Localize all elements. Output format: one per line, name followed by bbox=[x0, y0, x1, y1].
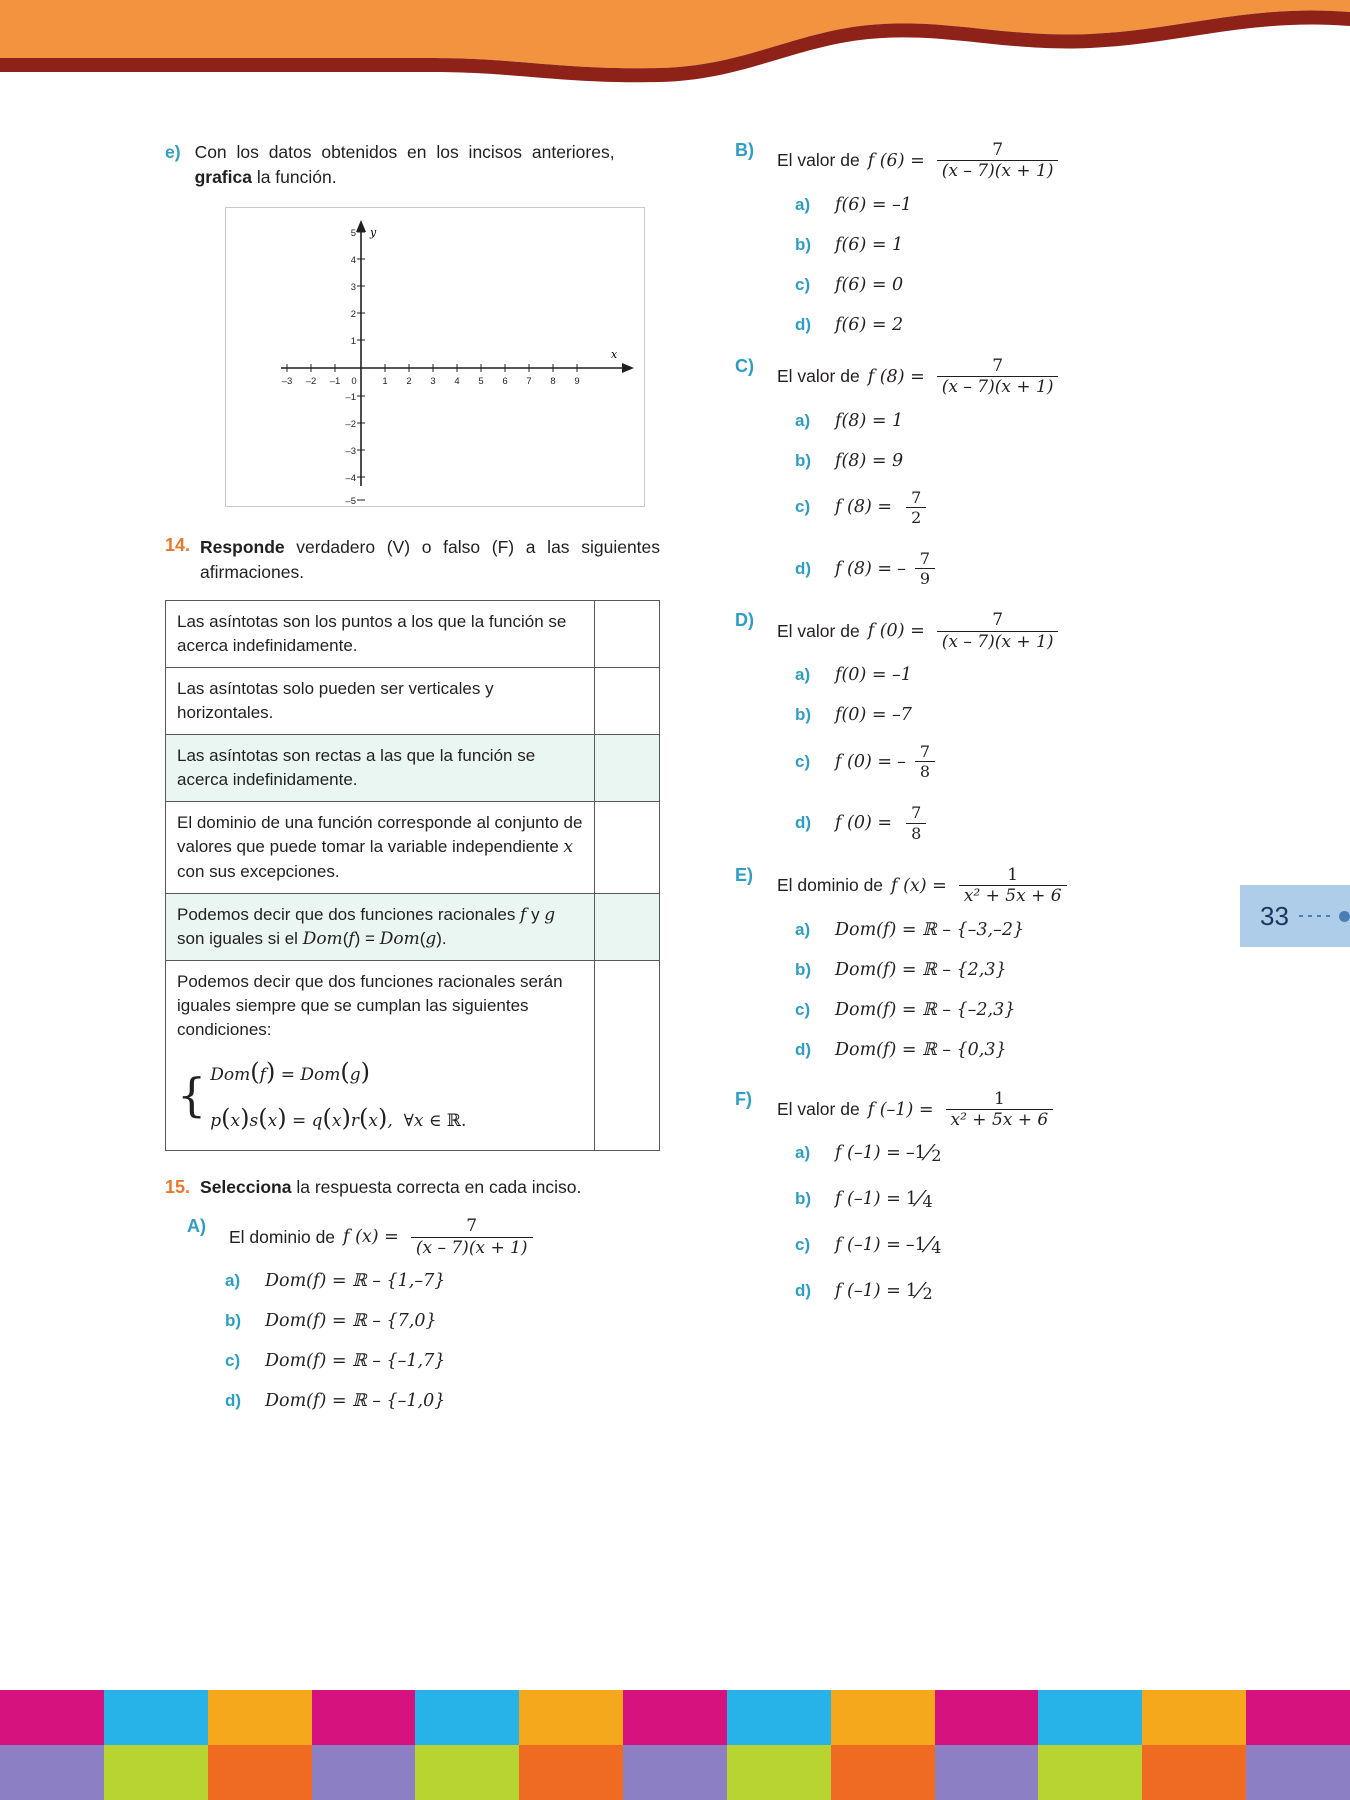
option-letter: d) bbox=[795, 1281, 812, 1301]
fraction-numerator bbox=[906, 1235, 926, 1255]
option-row[interactable] bbox=[795, 742, 1235, 781]
subitem-C-options bbox=[795, 408, 1235, 589]
svg-text:4: 4 bbox=[454, 375, 460, 387]
stem-prefix: El dominio de bbox=[777, 875, 884, 896]
stem-function: f (6) = bbox=[867, 150, 925, 171]
strip-bottom-row bbox=[0, 1745, 1350, 1800]
option-sign: – bbox=[897, 558, 906, 579]
option-text bbox=[835, 1187, 933, 1211]
subitem-F-label: F) bbox=[735, 1088, 752, 1109]
fraction-sign: – bbox=[905, 1143, 915, 1164]
table-row bbox=[166, 735, 660, 802]
fraction-sign: – bbox=[905, 1235, 915, 1256]
strip-cell bbox=[1246, 1690, 1350, 1745]
svg-text:8: 8 bbox=[550, 375, 556, 387]
strip-cell bbox=[935, 1745, 1039, 1800]
option-text bbox=[835, 1141, 941, 1165]
strip-cell bbox=[623, 1745, 727, 1800]
option-letter: a) bbox=[225, 1271, 241, 1291]
answer-cell[interactable] bbox=[595, 802, 660, 893]
option-text: Dom(f) = ℝ – {2,3} bbox=[835, 959, 1007, 980]
option-letter: c) bbox=[795, 1235, 811, 1255]
svg-text:x: x bbox=[611, 347, 618, 361]
option-text bbox=[835, 488, 930, 527]
item-e-text-part1: Con los datos obtenidos en los incisos anteriores, bbox=[194, 142, 615, 162]
fraction-num-val: 1 bbox=[905, 1281, 917, 1302]
item-e-text-part2: la función. bbox=[251, 167, 337, 188]
option-text: Dom(f) = ℝ – {0,3} bbox=[835, 1039, 1007, 1060]
question-15 bbox=[165, 1177, 675, 1198]
option-lead: f (–1) = bbox=[835, 1235, 901, 1256]
option-row[interactable] bbox=[225, 1388, 675, 1414]
svg-text:–5: –5 bbox=[345, 495, 356, 506]
svg-text:0: 0 bbox=[351, 375, 357, 387]
strip-cell bbox=[104, 1745, 208, 1800]
subitem-A-label: A) bbox=[187, 1216, 206, 1237]
option-text: f(6) = –1 bbox=[835, 194, 912, 215]
strip-cell bbox=[208, 1745, 312, 1800]
option-text: f(6) = 2 bbox=[835, 314, 904, 335]
option-text: Dom(f) = ℝ – {–1,7} bbox=[265, 1351, 446, 1372]
svg-text:2: 2 bbox=[350, 308, 356, 320]
svg-text:9: 9 bbox=[574, 375, 580, 387]
stem-function: f (0) = bbox=[867, 621, 925, 642]
strip-cell bbox=[415, 1690, 519, 1745]
svg-text:–3: –3 bbox=[345, 445, 356, 457]
option-lead: f (0) = bbox=[835, 813, 893, 834]
svg-text:–1: –1 bbox=[345, 391, 356, 403]
option-row[interactable] bbox=[795, 662, 1235, 688]
diagonal-fraction bbox=[906, 1141, 942, 1165]
question-14-verb: Responde bbox=[200, 536, 285, 557]
strip-cell bbox=[935, 1690, 1039, 1745]
fraction-denominator: 9 bbox=[915, 568, 935, 588]
right-column bbox=[735, 140, 1235, 1324]
fraction-denominator: 2 bbox=[922, 1284, 933, 1304]
strip-cell bbox=[104, 1690, 208, 1745]
page-number: 33 bbox=[1260, 900, 1289, 931]
svg-text:7: 7 bbox=[526, 375, 532, 387]
option-letter: d) bbox=[795, 314, 812, 334]
svg-text:3: 3 bbox=[430, 375, 436, 387]
slash: ⁄ bbox=[917, 1279, 922, 1304]
option-row[interactable] bbox=[795, 192, 1235, 218]
stem-function: f (–1) = bbox=[867, 1099, 934, 1120]
strip-cell bbox=[831, 1690, 935, 1745]
option-letter: d) bbox=[795, 813, 812, 833]
option-row[interactable] bbox=[795, 488, 1235, 527]
strip-cell bbox=[0, 1745, 104, 1800]
option-text: f(0) = –7 bbox=[835, 705, 912, 726]
option-text bbox=[835, 549, 939, 588]
strip-cell bbox=[1038, 1745, 1142, 1800]
subitem-B-stem bbox=[777, 140, 1062, 182]
strip-cell bbox=[208, 1690, 312, 1745]
svg-text:y: y bbox=[370, 225, 377, 239]
question-15-verb: Selecciona bbox=[200, 1177, 292, 1198]
item-e bbox=[165, 140, 675, 191]
subitem-F-options bbox=[795, 1140, 1235, 1304]
subitem-A-stem bbox=[229, 1216, 537, 1258]
option-text: Dom(f) = ℝ – {–3,–2} bbox=[835, 919, 1025, 940]
statement-text: Podemos decir que dos funciones racionales serán iguales siempre que se cumplan las siguientes condiciones: bbox=[177, 971, 563, 1040]
statement-cell bbox=[166, 960, 595, 1151]
fraction bbox=[946, 1089, 1054, 1131]
svg-text:–1: –1 bbox=[329, 375, 341, 387]
fraction-denominator: x² + 5x + 6 bbox=[959, 885, 1067, 906]
system-line-2: p(x)s(x) = q(x)r(x), ∀x ∈ ℝ. bbox=[210, 1103, 467, 1132]
svg-text:–4: –4 bbox=[345, 472, 356, 484]
option-text bbox=[835, 803, 930, 842]
option-lead: f (–1) = bbox=[835, 1143, 901, 1164]
fraction-num-val: 1 bbox=[914, 1143, 926, 1164]
svg-text:5: 5 bbox=[478, 375, 484, 387]
option-letter: a) bbox=[795, 919, 811, 939]
fraction-denominator: (x – 7)(x + 1) bbox=[937, 160, 1059, 181]
option-letter: c) bbox=[225, 1351, 241, 1371]
fraction-denominator: 4 bbox=[931, 1238, 942, 1258]
question-14-number: 14. bbox=[165, 534, 191, 555]
svg-text:5: 5 bbox=[350, 227, 356, 239]
option-text: f(8) = 9 bbox=[835, 450, 904, 471]
subitem-D-options bbox=[795, 662, 1235, 843]
subitem-B-label: B) bbox=[735, 140, 754, 160]
option-text: f(6) = 0 bbox=[835, 274, 904, 295]
option-lead: f (–1) = bbox=[835, 1189, 901, 1210]
option-text bbox=[835, 1233, 941, 1257]
subitem-C-stem bbox=[777, 356, 1062, 398]
option-row[interactable] bbox=[795, 448, 1235, 474]
fraction-numerator: 1 bbox=[1007, 864, 1019, 885]
fraction-numerator: 7 bbox=[992, 140, 1004, 160]
system-line-1: Dom(f) = Dom(g) bbox=[210, 1058, 371, 1087]
stem-function: f (8) = bbox=[867, 366, 925, 387]
svg-text:4: 4 bbox=[350, 254, 356, 266]
page-number-tab bbox=[1240, 885, 1350, 947]
fraction-denominator: 2 bbox=[931, 1146, 942, 1166]
answer-cell[interactable] bbox=[595, 960, 660, 1151]
top-decorative-band bbox=[0, 0, 1350, 92]
left-column bbox=[165, 140, 675, 1428]
option-row[interactable] bbox=[795, 1232, 1235, 1258]
stem-prefix: El dominio de bbox=[229, 1226, 336, 1247]
slash: ⁄ bbox=[917, 1187, 922, 1212]
subitem-E bbox=[735, 865, 1235, 907]
strip-cell bbox=[312, 1690, 416, 1745]
strip-cell bbox=[1038, 1690, 1142, 1745]
option-row[interactable] bbox=[795, 803, 1235, 842]
option-letter: b) bbox=[795, 959, 812, 979]
option-row[interactable] bbox=[225, 1268, 675, 1294]
option-letter: b) bbox=[795, 1189, 812, 1209]
stem-function: f (x) = bbox=[891, 875, 947, 896]
subitem-C-label: C) bbox=[735, 355, 754, 376]
strip-cell bbox=[0, 1690, 104, 1745]
fraction bbox=[937, 140, 1059, 182]
question-15-number: 15. bbox=[165, 1177, 191, 1198]
question-15-rest: la respuesta correcta en cada inciso. bbox=[291, 1177, 582, 1198]
strip-cell bbox=[727, 1745, 831, 1800]
fraction-numerator: 7 bbox=[919, 548, 930, 568]
statement-cell: Las asíntotas son rectas a las que la función se acerca indefinidamente. bbox=[166, 735, 595, 802]
option-text: f(6) = 1 bbox=[835, 234, 904, 255]
fraction-denominator: 2 bbox=[906, 507, 926, 527]
svg-text:–2: –2 bbox=[345, 418, 356, 430]
fraction-denominator: (x – 7)(x + 1) bbox=[411, 1237, 533, 1258]
strip-cell bbox=[1246, 1745, 1350, 1800]
fraction-numerator bbox=[906, 1189, 917, 1209]
fraction-num-val: 1 bbox=[905, 1189, 917, 1210]
fraction-denominator: 8 bbox=[915, 761, 935, 781]
option-letter: b) bbox=[795, 450, 812, 470]
strip-cell bbox=[415, 1745, 519, 1800]
option-text: f(0) = –1 bbox=[835, 665, 912, 686]
fraction bbox=[915, 549, 935, 588]
option-row[interactable] bbox=[795, 1037, 1235, 1063]
strip-cell bbox=[312, 1745, 416, 1800]
item-e-label: e) bbox=[165, 142, 181, 162]
stem-function: f (x) = bbox=[343, 1227, 399, 1248]
option-letter: d) bbox=[225, 1391, 242, 1411]
fraction-denominator: 4 bbox=[922, 1192, 933, 1212]
fraction bbox=[915, 742, 935, 781]
table-row bbox=[166, 667, 660, 734]
question-14 bbox=[165, 535, 675, 586]
subitem-A bbox=[187, 1216, 675, 1258]
bottom-decorative-strip bbox=[0, 1690, 1350, 1800]
stem-prefix: El valor de bbox=[777, 150, 860, 171]
question-14-rest: verdadero (V) o falso (F) a las siguientes afirmaciones. bbox=[200, 536, 661, 583]
true-false-table bbox=[165, 600, 660, 1152]
strip-cell bbox=[831, 1745, 935, 1800]
option-row[interactable] bbox=[795, 1186, 1235, 1212]
subitem-E-options bbox=[795, 917, 1235, 1063]
option-text: Dom(f) = ℝ – {1,–7} bbox=[265, 1271, 446, 1292]
subitem-B bbox=[735, 140, 1235, 182]
fraction-denominator: 8 bbox=[906, 823, 926, 843]
subitem-C bbox=[735, 356, 1235, 398]
option-letter: b) bbox=[225, 1311, 242, 1331]
answer-cell[interactable] bbox=[595, 735, 660, 802]
slash: ⁄ bbox=[926, 1233, 931, 1258]
fraction bbox=[937, 610, 1059, 652]
fraction-numerator bbox=[906, 1281, 917, 1301]
fraction bbox=[959, 865, 1067, 907]
strip-cell bbox=[1142, 1690, 1246, 1745]
fraction-numerator: 7 bbox=[911, 803, 922, 823]
option-text: Dom(f) = ℝ – {–2,3} bbox=[835, 999, 1016, 1020]
fraction-denominator: x² + 5x + 6 bbox=[946, 1109, 1054, 1130]
option-letter: c) bbox=[795, 274, 811, 294]
option-letter: b) bbox=[795, 234, 812, 254]
option-letter: c) bbox=[795, 999, 811, 1019]
fraction-numerator: 7 bbox=[992, 610, 1004, 631]
statement-cell: Las asíntotas son los puntos a los que la función se acerca indefinidamente. bbox=[166, 600, 595, 667]
fraction-denominator: (x – 7)(x + 1) bbox=[937, 376, 1059, 397]
option-lead: f (0) = bbox=[835, 751, 893, 772]
option-text bbox=[835, 742, 939, 781]
svg-text:–3: –3 bbox=[281, 375, 293, 387]
option-row[interactable] bbox=[225, 1308, 675, 1334]
diagonal-fraction bbox=[906, 1279, 933, 1303]
fraction-numerator: 1 bbox=[993, 1088, 1005, 1109]
option-letter: a) bbox=[795, 410, 811, 430]
table-row bbox=[166, 960, 660, 1151]
question-14-text bbox=[200, 535, 660, 586]
option-row[interactable] bbox=[795, 232, 1235, 258]
dot-marker bbox=[1339, 911, 1350, 922]
diagonal-fraction bbox=[906, 1233, 942, 1257]
strip-cell bbox=[519, 1690, 623, 1745]
fraction bbox=[906, 488, 926, 527]
svg-text:3: 3 bbox=[350, 281, 356, 293]
option-letter: c) bbox=[795, 751, 811, 771]
option-row[interactable] bbox=[795, 1278, 1235, 1304]
fraction-numerator: 7 bbox=[466, 1216, 478, 1237]
fraction bbox=[937, 356, 1059, 398]
subitem-D-stem bbox=[777, 610, 1062, 652]
subitem-D bbox=[735, 610, 1235, 652]
subitem-B-options bbox=[795, 192, 1235, 338]
option-sign: – bbox=[897, 751, 906, 772]
option-letter: d) bbox=[795, 1039, 812, 1059]
fraction-numerator: 7 bbox=[919, 742, 930, 762]
strip-cell bbox=[1142, 1745, 1246, 1800]
option-letter: b) bbox=[795, 705, 812, 725]
fraction bbox=[906, 803, 926, 842]
option-text: Dom(f) = ℝ – {7,0} bbox=[265, 1311, 437, 1332]
item-e-text bbox=[195, 140, 615, 191]
fraction-numerator bbox=[906, 1143, 926, 1163]
strip-top-row bbox=[0, 1690, 1350, 1745]
statement-cell: Las asíntotas solo pueden ser verticales y horizontales. bbox=[166, 667, 595, 734]
option-letter: a) bbox=[795, 665, 811, 685]
option-row[interactable] bbox=[795, 312, 1235, 338]
svg-text:6: 6 bbox=[502, 375, 508, 387]
option-text bbox=[835, 1279, 933, 1303]
strip-cell bbox=[623, 1690, 727, 1745]
diagonal-fraction bbox=[906, 1187, 933, 1211]
stem-prefix: El valor de bbox=[777, 620, 860, 641]
option-letter: a) bbox=[795, 194, 811, 214]
option-lead: f (–1) = bbox=[835, 1281, 901, 1302]
subitem-A-options bbox=[225, 1268, 675, 1414]
fraction-num-val: 1 bbox=[914, 1235, 926, 1256]
option-text: f(8) = 1 bbox=[835, 410, 904, 431]
option-lead: f (8) = bbox=[835, 497, 893, 518]
table-row bbox=[166, 802, 660, 893]
svg-text:1: 1 bbox=[382, 375, 388, 387]
fraction-numerator: 7 bbox=[992, 355, 1004, 376]
option-text: Dom(f) = ℝ – {–1,0} bbox=[265, 1391, 446, 1412]
answer-cell[interactable] bbox=[595, 893, 660, 960]
option-row[interactable] bbox=[795, 702, 1235, 728]
option-lead: f (8) = bbox=[835, 558, 893, 579]
option-letter: a) bbox=[795, 1143, 811, 1163]
fraction-denominator: (x – 7)(x + 1) bbox=[937, 631, 1059, 652]
answer-cell[interactable] bbox=[595, 667, 660, 734]
question-15-text bbox=[200, 1177, 581, 1198]
statement-cell: Podemos decir que dos funciones racionales f y g son iguales si el Dom(f) = Dom(g). bbox=[166, 893, 595, 960]
table-row bbox=[166, 600, 660, 667]
subitem-E-label: E) bbox=[735, 864, 753, 885]
fraction bbox=[411, 1216, 533, 1258]
dotted-rule bbox=[1299, 915, 1333, 917]
subitem-D-label: D) bbox=[735, 610, 754, 631]
option-letter: c) bbox=[795, 497, 811, 517]
subitem-F-stem bbox=[777, 1089, 1057, 1131]
svg-text:1: 1 bbox=[350, 335, 356, 347]
stem-prefix: El valor de bbox=[777, 1099, 860, 1120]
table-row bbox=[166, 893, 660, 960]
item-e-text-bold: grafica bbox=[194, 167, 252, 188]
subitem-F bbox=[735, 1089, 1235, 1131]
strip-cell bbox=[519, 1745, 623, 1800]
slash: ⁄ bbox=[926, 1141, 931, 1166]
coordinate-grid-graph bbox=[225, 207, 645, 507]
option-row[interactable] bbox=[795, 272, 1235, 298]
option-row[interactable] bbox=[795, 997, 1235, 1023]
option-row[interactable] bbox=[225, 1348, 675, 1374]
system-brace: { bbox=[177, 1068, 207, 1123]
answer-cell[interactable] bbox=[595, 600, 660, 667]
svg-text:–2: –2 bbox=[305, 375, 317, 387]
option-row[interactable] bbox=[795, 917, 1235, 943]
svg-text:2: 2 bbox=[406, 375, 412, 387]
option-row[interactable] bbox=[795, 1140, 1235, 1166]
option-row[interactable] bbox=[795, 408, 1235, 434]
strip-cell bbox=[727, 1690, 831, 1745]
option-row[interactable] bbox=[795, 549, 1235, 588]
option-letter: d) bbox=[795, 558, 812, 578]
statement-cell: El dominio de una función corresponde al conjunto de valores que puede tomar la variable independiente x con sus excepciones. bbox=[166, 802, 595, 893]
stem-prefix: El valor de bbox=[777, 366, 860, 387]
subitem-E-stem bbox=[777, 865, 1071, 907]
option-row[interactable] bbox=[795, 957, 1235, 983]
fraction-numerator: 7 bbox=[911, 487, 922, 507]
